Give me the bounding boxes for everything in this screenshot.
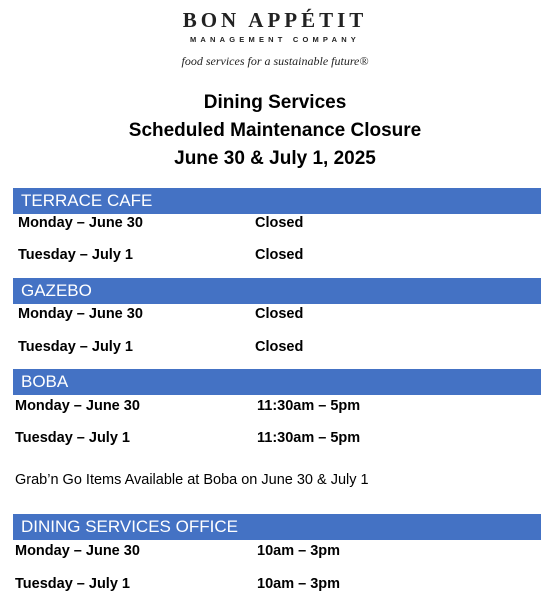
boba-tuesday-day: Tuesday – July 1 xyxy=(15,430,130,446)
terrace-cafe-tuesday-day: Tuesday – July 1 xyxy=(18,247,133,263)
office-tuesday-day: Tuesday – July 1 xyxy=(15,576,130,592)
boba-monday-hours: 11:30am – 5pm xyxy=(257,398,361,414)
gazebo-monday-hours: Closed xyxy=(255,306,304,322)
office-tuesday-hours: 10am – 3pm xyxy=(257,576,341,592)
terrace-cafe-monday-day: Monday – June 30 xyxy=(18,215,143,231)
section-header-boba: BOBA xyxy=(13,369,541,395)
title-line-3: June 30 & July 1, 2025 xyxy=(174,148,376,169)
terrace-cafe-monday-hours: Closed xyxy=(255,215,304,231)
gazebo-tuesday-day: Tuesday – July 1 xyxy=(18,339,133,355)
office-monday-hours: 10am – 3pm xyxy=(257,543,341,559)
boba-monday-day: Monday – June 30 xyxy=(15,398,140,414)
gazebo-monday-day: Monday – June 30 xyxy=(18,306,143,322)
page-title xyxy=(0,89,550,173)
logo-tagline: food services for a sustainable future® xyxy=(181,54,369,68)
logo-brand: BON APPÉTIT xyxy=(182,8,368,32)
boba-tuesday-hours: 11:30am – 5pm xyxy=(257,430,361,446)
logo-subtitle: MANAGEMENT COMPANY xyxy=(189,35,361,44)
section-header-gazebo: GAZEBO xyxy=(13,278,541,304)
title-line-1: Dining Services xyxy=(203,92,347,113)
company-logo xyxy=(0,8,550,68)
gazebo-tuesday-hours: Closed xyxy=(255,339,304,355)
grab-n-go-note: Grab’n Go Items Available at Boba on June 30 & July 1 xyxy=(15,472,369,488)
section-header-dining-services-office: DINING SERVICES OFFICE xyxy=(13,514,541,540)
office-monday-day: Monday – June 30 xyxy=(15,543,140,559)
title-line-2: Scheduled Maintenance Closure xyxy=(128,120,422,141)
terrace-cafe-tuesday-hours: Closed xyxy=(255,247,304,263)
section-header-terrace-cafe: TERRACE CAFE xyxy=(13,188,541,214)
